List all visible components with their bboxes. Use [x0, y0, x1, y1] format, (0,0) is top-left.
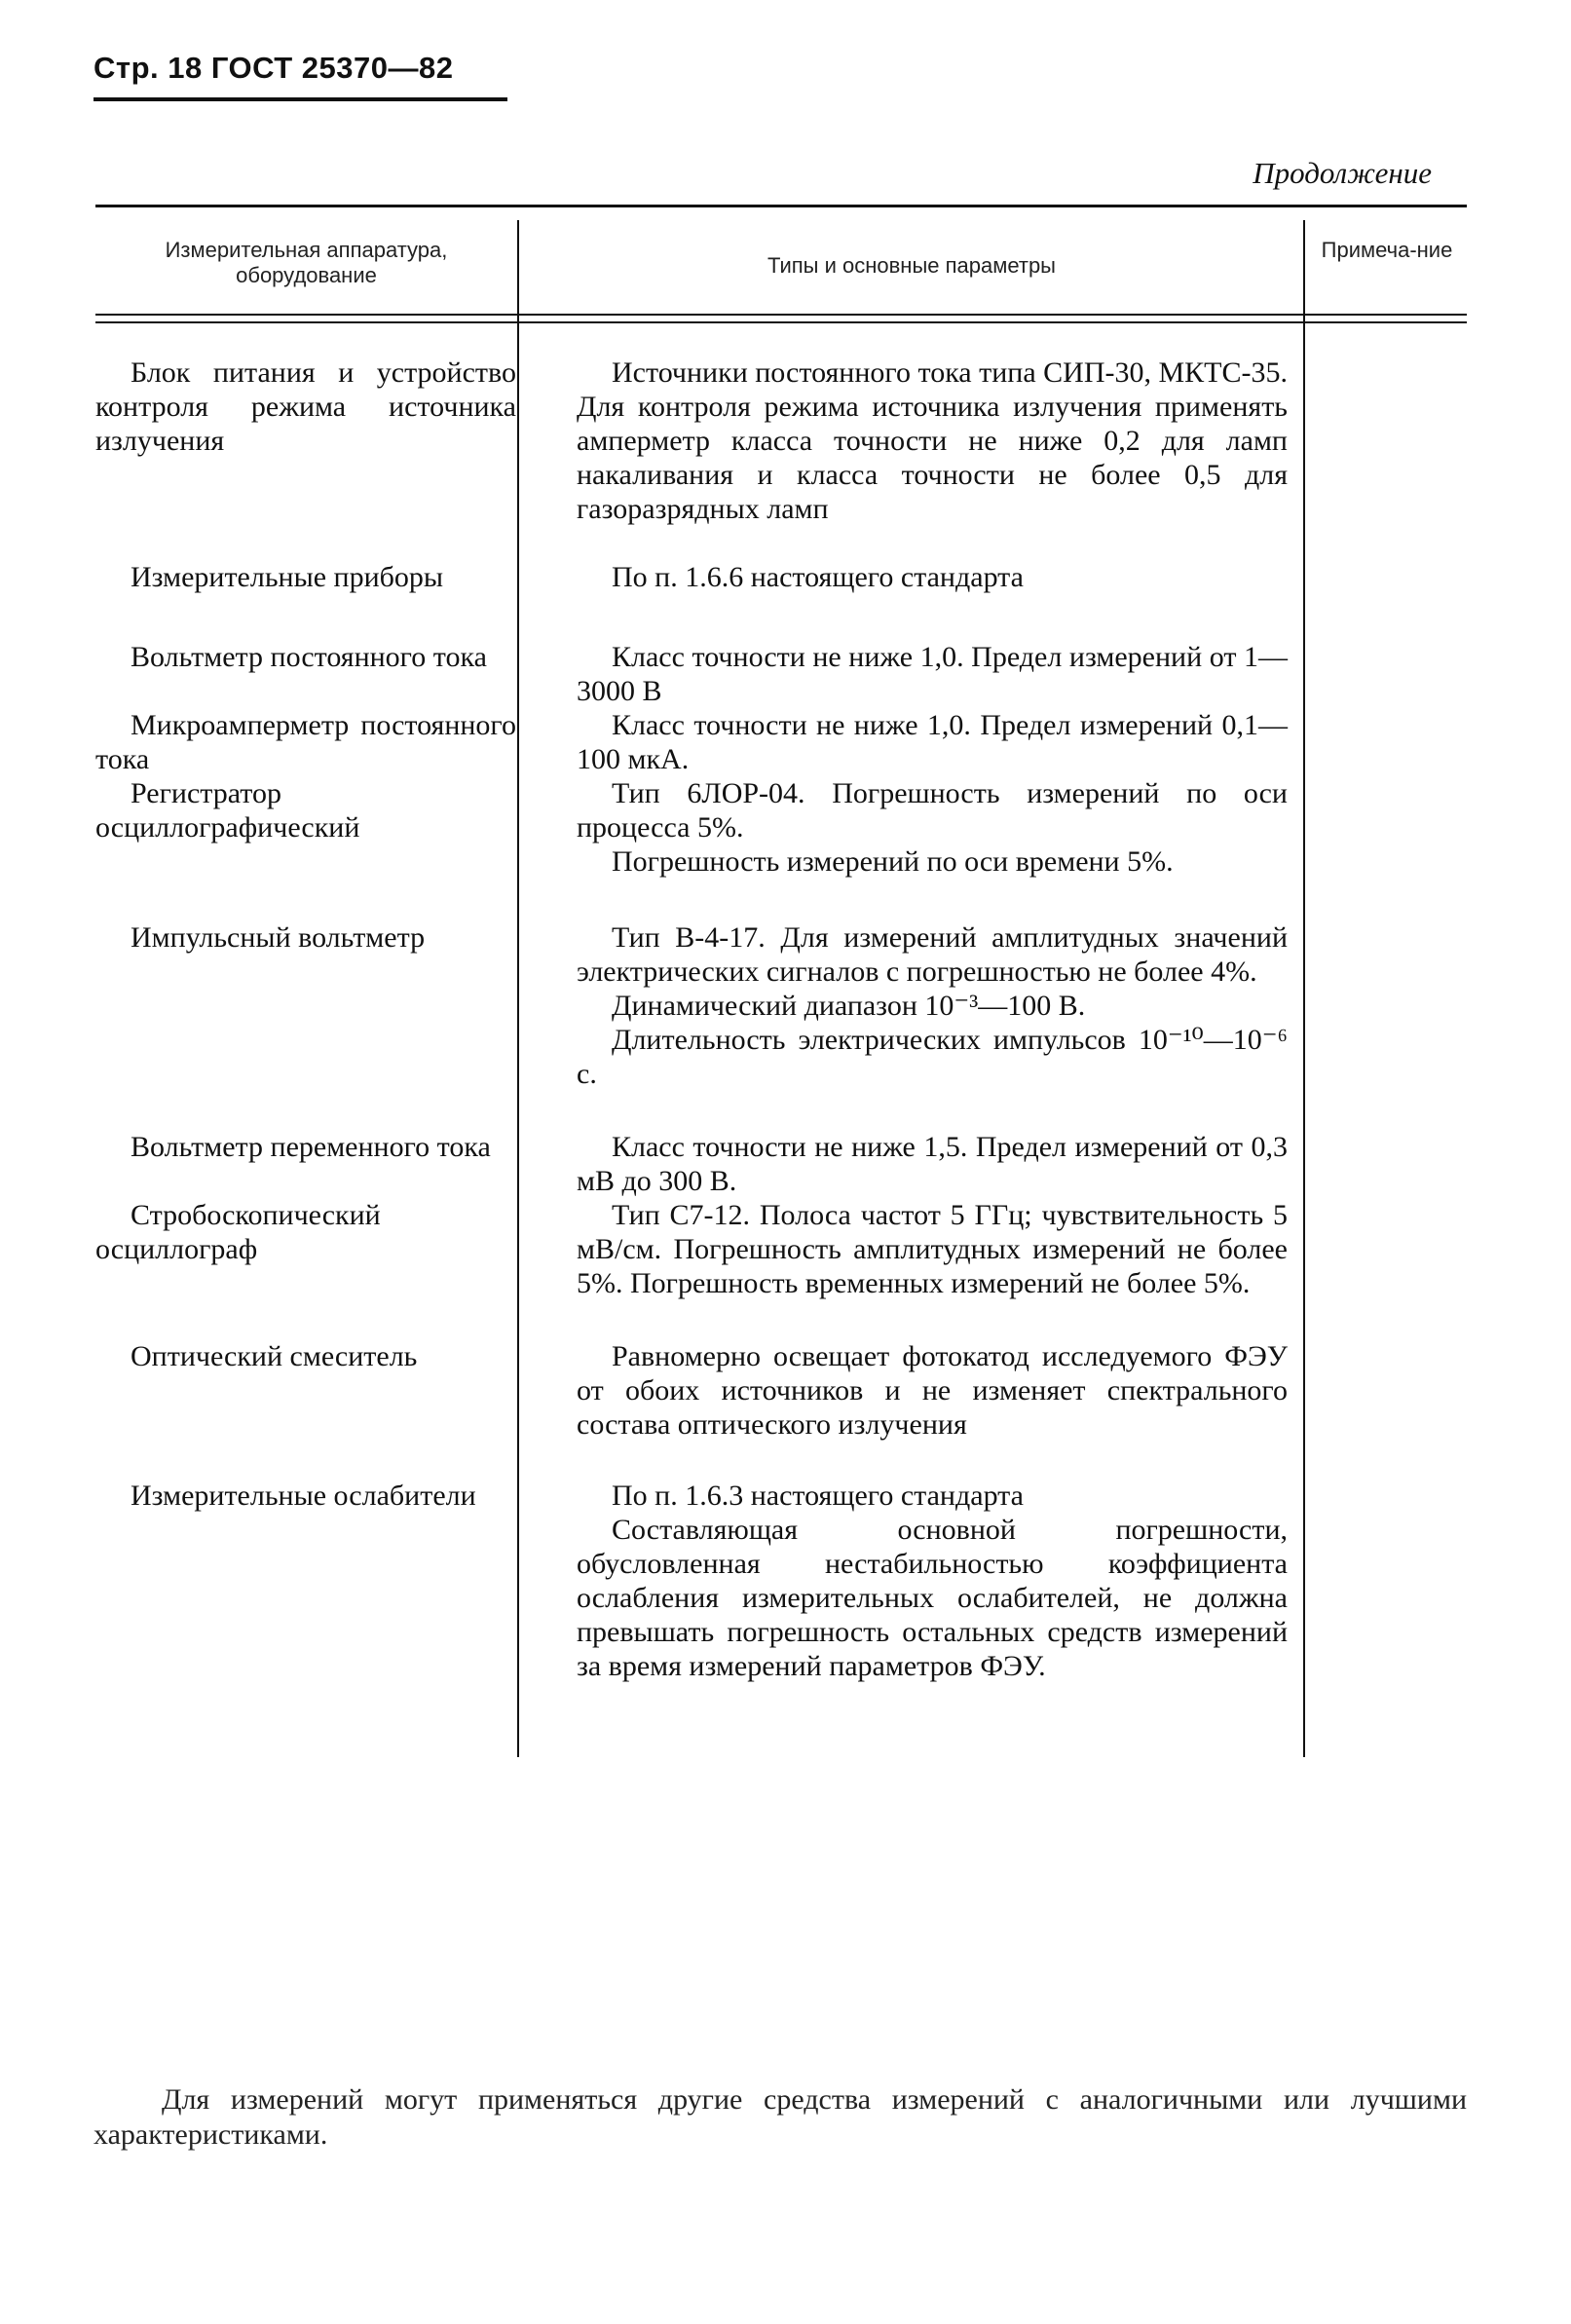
- params-cell: По п. 1.6.6 настоящего стандарта: [612, 561, 1024, 593]
- params-cell: Источники постоянного тока типа СИП-30, МКТС-35. Для контроля режима источника излучения применять амперметр класса точности не ниже 0,2 для ламп накаливания и класса точности не более 0,5 для газоразрядных ламп: [577, 356, 1288, 525]
- footer-note: Для измерений могут применяться другие средства измерений с аналогичными или лучшими характеристиками.: [94, 2083, 1467, 2151]
- column-header-note: Примеча-ние: [1321, 238, 1453, 262]
- params-cell: Класс точности не ниже 1,0. Предел измерений от 1—3000 В: [577, 641, 1288, 707]
- params-cell: Класс точности не ниже 1,0. Предел измерений 0,1—100 мкА.: [577, 709, 1288, 775]
- params-cell: По п. 1.6.3 настоящего стандарта Составляющая основной погрешности, обусловленная нестабильностью коэффициента ослабления измерительных ослабителей, не должна превышать погрешность остальных средств измерений за время измерений параметров ФЭУ.: [577, 1480, 1288, 1682]
- table-header-rule: [95, 314, 1467, 316]
- params-cell: Равномерно освещает фотокатод исследуемого ФЭУ от обоих источников и не изменяет спектрального состава оптического излучения: [577, 1340, 1288, 1441]
- params-cell: Тип 6ЛОР-04. Погрешность измерений по оси процесса 5%. Погрешность измерений по оси времени 5%.: [577, 777, 1288, 878]
- table-header-rule-double: [95, 321, 1467, 323]
- params-cell: Класс точности не ниже 1,5. Предел измерений от 0,3 мВ до 300 В.: [577, 1131, 1288, 1197]
- equipment-cell: Регистратор осциллографический: [95, 777, 360, 843]
- equipment-cell: Измерительные приборы: [131, 561, 444, 593]
- equipment-cell: Вольтметр постоянного тока: [131, 641, 487, 673]
- equipment-cell: Микроамперметр постоянного тока: [95, 709, 516, 775]
- equipment-cell: Измерительные ослабители: [131, 1480, 476, 1512]
- equipment-cell: Вольтметр переменного тока: [131, 1131, 491, 1163]
- equipment-cell: Блок питания и устройство контроля режима источника излучения: [95, 356, 516, 457]
- continuation-label: Продолжение: [1253, 156, 1432, 190]
- equipment-cell: Импульсный вольтметр: [131, 921, 426, 954]
- page-ref: Стр. 18 ГОСТ 25370—82: [94, 51, 454, 85]
- column-divider: [517, 220, 519, 1757]
- page-header: [94, 51, 507, 101]
- column-header-params: Типы и основные параметры: [767, 253, 1056, 278]
- params-cell: Тип С7-12. Полоса частот 5 ГГц; чувствительность 5 мВ/см. Погрешность амплитудных измерений не более 5%. Погрешность временных измерений не более 5%.: [577, 1199, 1288, 1299]
- equipment-cell: Стробоскопический осциллограф: [95, 1199, 381, 1265]
- column-header-equipment: Измерительная аппаратура, оборудование: [165, 238, 448, 287]
- column-divider: [1303, 220, 1305, 1757]
- header-rule: [94, 97, 507, 101]
- table-top-rule: [95, 205, 1467, 207]
- equipment-cell: Оптический смеситель: [131, 1340, 418, 1372]
- params-cell: Тип В-4-17. Для измерений амплитудных значений электрических сигналов с погрешностью не более 4%. Динамический диапазон 10⁻³—100 В. Длительность электрических импульсов 10⁻¹⁰—10⁻⁶ с.: [577, 921, 1288, 1090]
